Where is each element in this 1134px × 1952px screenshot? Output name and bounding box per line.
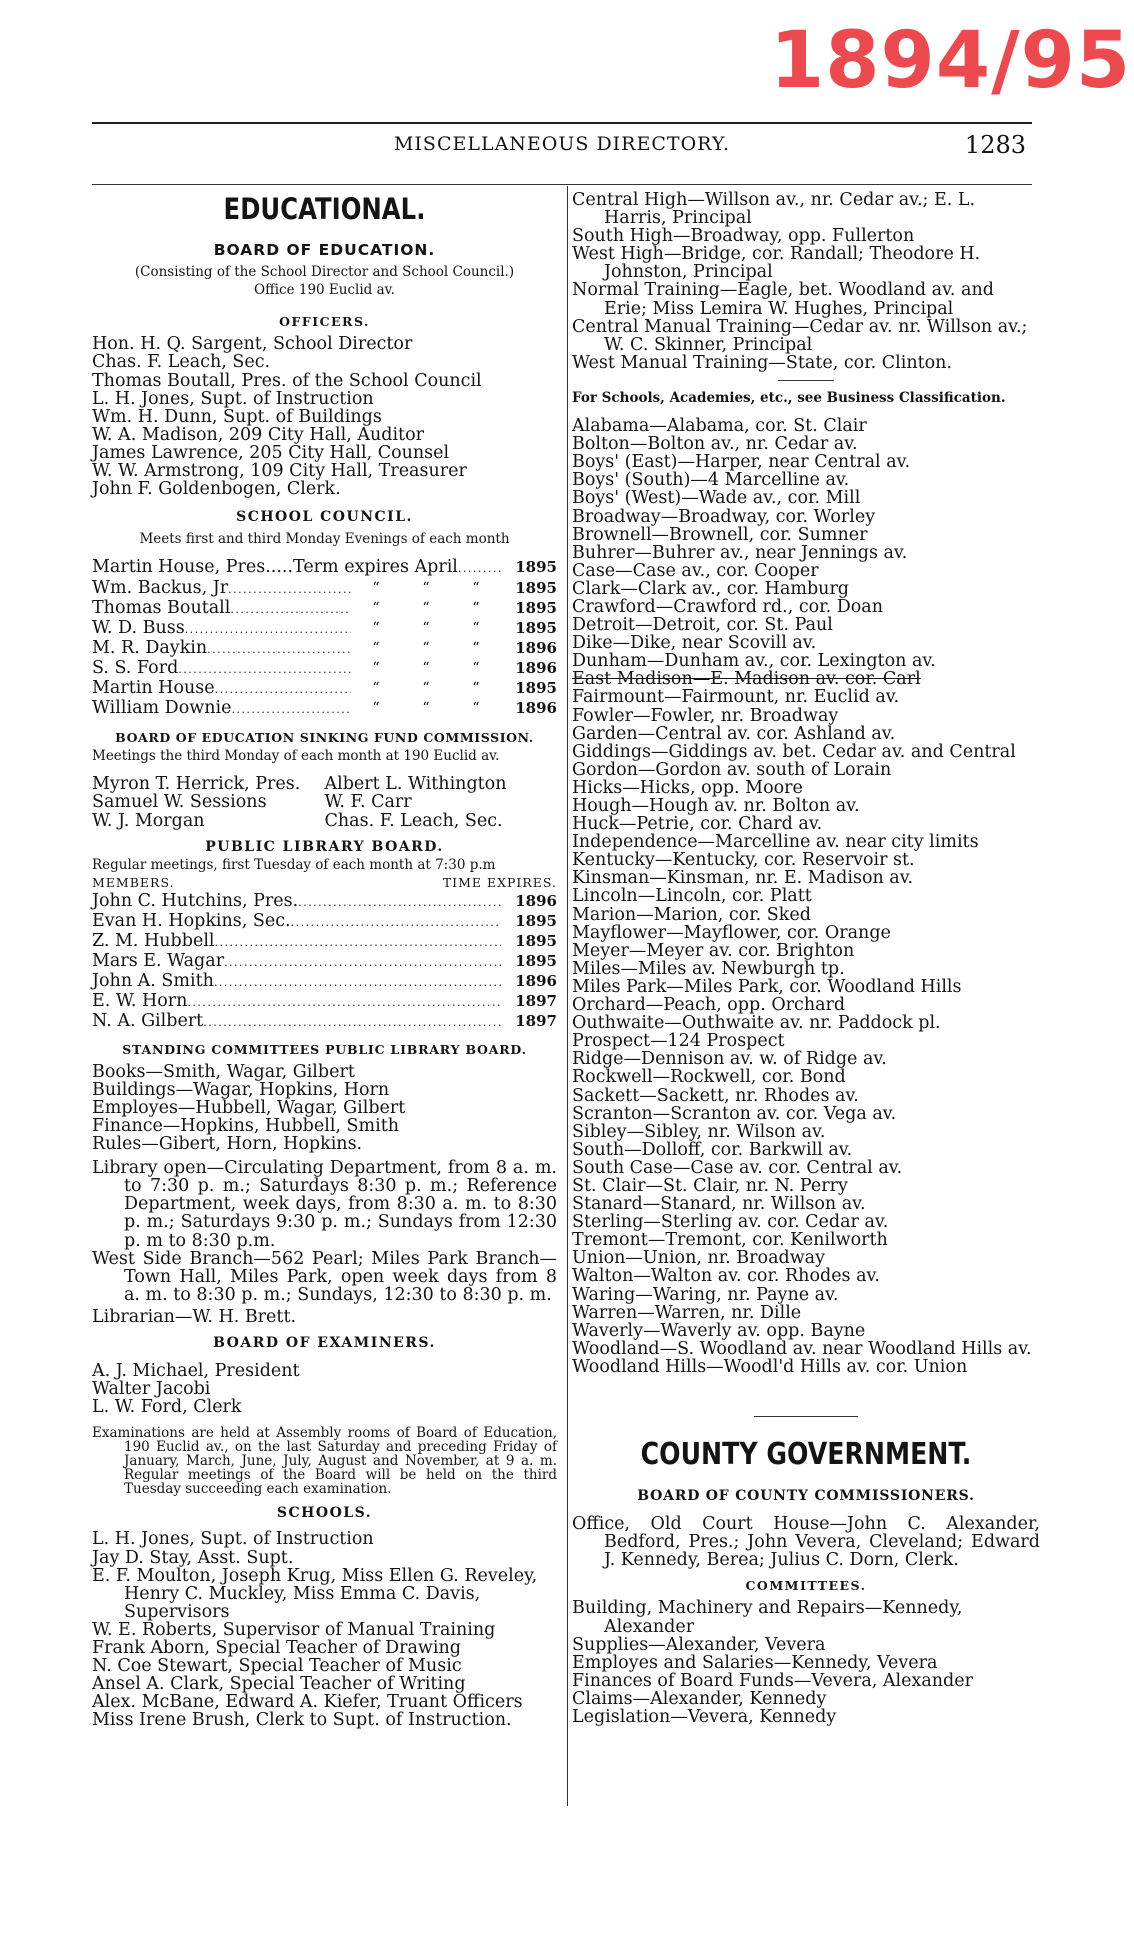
county-commissioners-heading: BOARD OF COUNTY COMMISSIONERS. <box>637 1488 975 1504</box>
librarian: Librarian—W. H. Brett. <box>92 1306 297 1327</box>
council-member-year: 1895 <box>515 578 557 597</box>
officer-line: Thomas Boutall, Pres. of the School Council <box>92 370 482 391</box>
library-member-year: 1897 <box>515 1012 557 1031</box>
library-member-year: 1897 <box>515 992 557 1011</box>
sinking-fund-heading: BOARD OF EDUCATION SINKING FUND COMMISSION. <box>115 730 534 746</box>
library-member <box>92 892 557 912</box>
school-entry: Dike—Dike, near Scovill av. <box>572 633 817 654</box>
schools-staff-line: Jay D. Stay, Asst. Supt. <box>92 1547 294 1568</box>
ditto-mark: “ <box>372 700 380 717</box>
running-head-title: MISCELLANEOUS DIRECTORY. <box>393 133 731 155</box>
county-office: Office, Old Court House—John C. Alexander, Bedford, Pres.; John Vevera, Cleveland; Edward J. Kennedy, Berea; Julius C. Dorn, Clerk. <box>572 1514 1040 1571</box>
sinking-row <box>92 812 557 830</box>
library-member <box>92 1012 557 1032</box>
council-member-leader <box>185 619 351 639</box>
school-entry: Detroit—Detroit, cor. St. Paul <box>572 615 833 636</box>
council-term: Term expires April <box>293 557 458 578</box>
examiners-list <box>92 1362 557 1416</box>
county-government-title: COUNTY GOVERNMENT. <box>640 1437 972 1472</box>
column-divider <box>567 186 568 1806</box>
schools-staff-line: E. F. Moulton, Joseph Krug, Miss Ellen G. Reveley, Henry C. Muckley, Miss Emma C. Davis, Supervisors <box>92 1565 538 1622</box>
county-committee: Employes and Salaries—Kennedy, Vevera <box>572 1652 938 1673</box>
schools-staff-line: Alex. McBane, Edward A. Kiefer, Truant Officers <box>92 1692 523 1713</box>
library-member-name: John C. Hutchins, Pres. <box>92 890 299 911</box>
council-member <box>92 599 557 619</box>
ditto-mark: “ <box>472 679 480 696</box>
ditto-mark: “ <box>472 659 480 676</box>
council-member-name: William Downie <box>92 698 232 719</box>
sinking-member: Albert L. Withington <box>324 774 507 795</box>
library-member-leader <box>291 912 501 932</box>
library-member-year: 1896 <box>515 972 557 991</box>
library-committee: Buildings—Wagar, Hopkins, Horn <box>92 1079 390 1100</box>
council-member-name: W. D. Buss <box>92 617 185 638</box>
library-committees-heading: STANDING COMMITTEES PUBLIC LIBRARY BOARD. <box>122 1041 527 1057</box>
ditto-mark: “ <box>472 619 480 636</box>
school-entry: Clark—Clark av., cor. Hamburg <box>572 578 850 599</box>
council-member-leader <box>230 599 351 619</box>
officer-line: Wm. H. Dunn, Supt. of Buildings <box>92 406 382 427</box>
school-entry: Case—Case av., cor. Cooper <box>572 560 819 581</box>
council-member-name: Thomas Boutall <box>92 597 231 618</box>
school-entry: Prospect—124 Prospect <box>572 1031 785 1052</box>
library-member-year: 1895 <box>515 912 557 930</box>
library-member-leader <box>224 952 501 972</box>
ditto-mark: “ <box>422 619 430 636</box>
time-expires-label: TIME EXPIRES. <box>442 874 557 890</box>
council-member-name: S. S. Ford <box>92 657 179 678</box>
school-council-heading: SCHOOL COUNCIL. <box>236 509 413 526</box>
board-office: Office 190 Euclid av. <box>254 282 395 299</box>
library-committee: Rules—Gibert, Horn, Hopkins. <box>92 1134 363 1155</box>
council-member <box>92 639 557 659</box>
right-column <box>572 191 1040 1726</box>
school-entry: Woodland Hills—Woodl'd Hills av. cor. Union <box>572 1356 968 1377</box>
ditto-mark: “ <box>422 579 430 596</box>
page-number: 1283 <box>964 131 1026 159</box>
county-committee: Legislation—Vevera, Kennedy <box>572 1707 837 1728</box>
ditto-mark: “ <box>472 639 480 656</box>
library-committee: Employes—Hubbell, Wagar, Gilbert <box>92 1097 406 1118</box>
officer-line: L. H. Jones, Supt. of Instruction <box>92 388 374 409</box>
council-member-year: 1896 <box>515 638 557 657</box>
council-member-leader <box>228 579 351 599</box>
schools-staff-line: L. H. Jones, Supt. of Instruction <box>92 1529 374 1550</box>
library-member-leader <box>203 1012 501 1032</box>
library-member-name: Z. M. Hubbell <box>92 931 215 952</box>
council-member-year: 1895 <box>515 598 557 617</box>
library-member-leader <box>187 992 501 1012</box>
left-column <box>92 191 557 1729</box>
ditto-mark: “ <box>372 639 380 656</box>
school-entry: Bolton—Bolton av., nr. Cedar av. <box>572 434 858 455</box>
ditto-mark: “ <box>422 599 430 616</box>
sinking-member: Chas. F. Leach, Sec. <box>324 810 503 831</box>
school-entry: Miles—Miles av. Newburgh tp. <box>572 958 845 979</box>
school-entry: Hough—Hough av. nr. Bolton av. <box>572 796 860 816</box>
school-entry: Kentucky—Kentucky, cor. Reservoir st. <box>572 850 915 871</box>
school-entry: Boys' (South)—4 Marcelline av. <box>572 470 850 491</box>
council-year: 1895 <box>515 558 557 577</box>
library-member <box>92 972 557 992</box>
council-member-leader <box>215 679 351 699</box>
library-members-header <box>92 874 557 892</box>
county-committee: Finances of Board Funds—Vevera, Alexander <box>572 1670 973 1691</box>
council-member-leader <box>178 659 351 679</box>
officers-list <box>92 335 557 498</box>
county-committees-heading: COMMITTEES. <box>745 1578 867 1594</box>
council-member-year: 1895 <box>515 618 557 637</box>
high-school: Central High—Willson av., nr. Cedar av.; E. L. Harris, Principal <box>572 190 976 229</box>
high-schools-list <box>572 191 1040 372</box>
school-entry: Hicks—Hicks, opp. Moore <box>572 777 803 798</box>
schools-staff-line: Miss Irene Brush, Clerk to Supt. of Instruction. <box>92 1710 512 1731</box>
school-entry: Scranton—Scranton av. cor. Vega av. <box>572 1103 897 1124</box>
ditto-mark: “ <box>472 579 480 596</box>
schools-staff-line: N. Coe Stewart, Special Teacher of Music <box>92 1656 462 1677</box>
council-member-name: Martin House <box>92 677 215 698</box>
school-entry: St. Clair—St. Clair, nr. N. Perry <box>572 1175 848 1196</box>
sinking-member: Myron T. Herrick, Pres. <box>92 774 301 795</box>
school-entry: Dunham—Dunham av., cor. Lexington av. <box>572 651 936 672</box>
ditto-mark: “ <box>472 700 480 717</box>
year-stamp: 1894/95 <box>770 16 1132 106</box>
ditto-mark: “ <box>372 679 380 696</box>
officers-heading: OFFICERS. <box>279 314 370 330</box>
library-member <box>92 932 557 952</box>
ditto-mark: “ <box>372 659 380 676</box>
county-committees <box>572 1599 1040 1726</box>
schools-staff <box>92 1530 557 1729</box>
council-member-name: Wm. Backus, Jr <box>92 577 229 598</box>
school-entry: Lincoln—Lincoln, cor. Platt <box>572 886 812 907</box>
library-member-year: 1895 <box>515 932 557 951</box>
sinking-member: Samuel W. Sessions <box>92 792 267 813</box>
school-entry: Fairmount—Fairmount, nr. Euclid av. <box>572 687 900 708</box>
school-entry: Union—Union, nr. Broadway <box>572 1248 826 1269</box>
ditto-mark: “ <box>422 700 430 717</box>
school-entry: Tremont—Tremont, cor. Kenilworth <box>572 1230 888 1251</box>
school-entry: South Case—Case av. cor. Central av. <box>572 1157 903 1178</box>
high-school: Central Manual Training—Cedar av. nr. Willson av.; W. C. Skinner, Principal <box>572 316 1028 355</box>
library-member <box>92 912 557 932</box>
ditto-mark: “ <box>422 659 430 676</box>
classification-note: For Schools, Academies, etc., see Business Classification. <box>572 389 1006 406</box>
council-member <box>92 699 557 719</box>
council-member <box>92 659 557 679</box>
running-head <box>92 131 1032 159</box>
school-entry: Buhrer—Buhrer av., near Jennings av. <box>572 542 908 563</box>
school-entry: Sackett—Sackett, nr. Rhodes av. <box>572 1085 859 1106</box>
sinking-row <box>92 793 557 811</box>
library-open-hours: Library open—Circulating Department, from 8 a. m. to 7:30 p. m.; Saturdays 8:30 p. m.; Reference Department, week days, from 8:30 a. m. to 8:30 p. m.; Saturdays 9:30 p. m.; Sundays from 12:30 p. m to 8:30 p.m. <box>92 1158 557 1251</box>
council-member-leader <box>231 699 351 719</box>
school-entry: Independence—Marcelline av. near city limits <box>572 832 979 853</box>
library-committees <box>92 1063 557 1153</box>
school-entry: Broadway—Broadway, cor. Worley <box>572 506 876 527</box>
county-committee: Building, Machinery and Repairs—Kennedy, Alexander <box>572 1598 963 1637</box>
council-member-leader <box>207 639 351 659</box>
public-library-heading: PUBLIC LIBRARY BOARD. <box>205 838 444 855</box>
school-entry: Sterling—Sterling av. cor. Cedar av. <box>572 1212 889 1233</box>
library-member <box>92 952 557 972</box>
ditto-mark: “ <box>372 619 380 636</box>
library-member <box>92 992 557 1012</box>
ditto-mark: “ <box>422 639 430 656</box>
school-entry: Gordon—Gordon av. south of Lorain <box>572 759 892 780</box>
board-note: (Consisting of the School Director and School Council.) <box>134 264 515 281</box>
school-entry: Woodland—S. Woodland av. near Woodland Hills av. <box>572 1338 1032 1359</box>
officer-line: James Lawrence, 205 City Hall, Counsel <box>92 442 450 463</box>
library-member-name: Mars E. Wagar <box>92 951 225 972</box>
officer-line: Chas. F. Leach, Sec. <box>92 352 271 373</box>
council-member-year: 1896 <box>515 699 557 718</box>
library-member-year: 1896 <box>515 891 557 910</box>
school-entry: Mayflower—Mayflower, cor. Orange <box>572 922 891 943</box>
high-school: West Manual Training—State, cor. Clinton. <box>572 352 953 373</box>
school-entry: Crawford—Crawford rd., cor. Doan <box>572 596 883 617</box>
board-of-education-heading: BOARD OF EDUCATION. <box>213 241 436 259</box>
library-member-name: Evan H. Hopkins, Sec. <box>92 911 291 931</box>
school-entry: Huck—Petrie, cor. Chard av. <box>572 814 823 835</box>
officer-line: W. A. Madison, 209 City Hall, Auditor <box>92 424 424 445</box>
library-member-name: N. A. Gilbert <box>92 1011 204 1032</box>
school-entry: Fowler—Fowler, nr. Broadway <box>572 705 839 726</box>
high-school: Normal Training—Eagle, bet. Woodland av. and Erie; Miss Lemira W. Hughes, Principal <box>572 280 994 319</box>
ditto-mark: “ <box>372 599 380 616</box>
school-entry: Miles Park—Miles Park, cor. Woodland Hills <box>572 976 962 997</box>
top-rule <box>92 122 1032 124</box>
school-entry: Waverly—Waverly av. opp. Bayne <box>572 1320 866 1341</box>
schools-staff-line: W. E. Roberts, Supervisor of Manual Training <box>92 1619 496 1640</box>
sinking-fund-meets: Meetings the third Monday of each month at 190 Euclid av. <box>92 748 500 765</box>
sinking-fund-members <box>92 775 557 829</box>
school-entry: Outhwaite—Outhwaite av. nr. Paddock pl. <box>572 1013 941 1034</box>
members-label: MEMBERS. <box>92 874 175 890</box>
schools-staff-line: Frank Aborn, Special Teacher of Drawing <box>92 1638 461 1658</box>
school-entry: Ridge—Dennison av. w. of Ridge av. <box>572 1049 887 1070</box>
school-entry: Orchard—Peach, opp. Orchard <box>572 995 846 1016</box>
library-members <box>92 892 557 1033</box>
school-entry: Boys' (East)—Harper, near Central av. <box>572 452 911 473</box>
library-member-year: 1895 <box>515 952 557 971</box>
school-entry: Rockwell—Rockwell, cor. Bond <box>572 1067 846 1088</box>
library-member-name: E. W. Horn <box>92 991 188 1012</box>
sinking-member: W. J. Morgan <box>92 810 205 831</box>
county-committee: Claims—Alexander, Kennedy <box>572 1688 827 1709</box>
board-of-examiners-heading: BOARD OF EXAMINERS. <box>213 1334 436 1351</box>
school-entry: Waring—Waring, nr. Payne av. <box>572 1284 839 1305</box>
school-list <box>572 417 1040 1376</box>
school-entry: Brownell—Brownell, cor. Sumner <box>572 524 868 545</box>
header-rule <box>92 184 1032 185</box>
ditto-mark: “ <box>422 679 430 696</box>
school-entry: East Madison—E. Madison av. cor. Carl <box>572 669 921 690</box>
library-member-name: John A. Smith <box>92 971 214 992</box>
council-member-name: M. R. Daykin <box>92 637 208 658</box>
library-committee: Finance—Hopkins, Hubbell, Smith <box>92 1115 400 1136</box>
examiner: A. J. Michael, President <box>92 1361 300 1382</box>
school-entry: Garden—Central av. cor. Ashland av. <box>572 723 896 744</box>
library-member-leader <box>298 892 501 912</box>
library-member-leader <box>214 972 501 992</box>
schools-heading: SCHOOLS. <box>276 1505 373 1522</box>
school-entry: Sibley—Sibley, nr. Wilson av. <box>572 1121 826 1142</box>
high-school: West High—Bridge, cor. Randall; Theodore H. Johnston, Principal <box>572 244 981 283</box>
school-entry: Boys' (West)—Wade av., cor. Mill <box>572 488 861 509</box>
council-member-year: 1895 <box>515 678 557 697</box>
library-member-leader <box>215 932 501 952</box>
school-entry: Giddings—Giddings av. bet. Cedar av. and Central <box>572 741 1016 762</box>
council-row <box>92 558 557 578</box>
council-member <box>92 579 557 599</box>
examiner: L. W. Ford, Clerk <box>92 1397 242 1418</box>
examiner: Walter Jacobi <box>92 1379 211 1400</box>
sinking-row <box>92 775 557 793</box>
council-member <box>92 619 557 639</box>
ditto-mark: “ <box>372 579 380 596</box>
school-entry: South—Dolloff, cor. Barkwill av. <box>572 1139 853 1160</box>
school-entry: Kinsman—Kinsman, nr. E. Madison av. <box>572 868 914 889</box>
west-side-branch: West Side Branch—562 Pearl; Miles Park Branch—Town Hall, Miles Park, open week days from 8 a. m. to 8:30 p. m.; Sundays, 12:30 to 8:30 p. m. <box>92 1248 557 1305</box>
library-committee: Books—Smith, Wagar, Gilbert <box>92 1061 355 1082</box>
schools-staff-line: Ansel A. Clark, Special Teacher of Writing <box>92 1674 466 1695</box>
school-entry: Warren—Warren, nr. Dille <box>572 1302 802 1323</box>
officer-line: Hon. H. Q. Sargent, School Director <box>92 334 413 355</box>
school-entry: Stanard—Stanard, nr. Willson av. <box>572 1194 866 1215</box>
examinations-note: Examinations are held at Assembly rooms of Board of Education, 190 Euclid av., on the last Saturday and preceding Friday of January, March, June, July, August and November, at 9 a. m. Regular meetings of the Board will be held on the third Tuesday succeeding each examination. <box>92 1425 557 1498</box>
sinking-member: W. F. Carr <box>324 792 412 813</box>
council-member-year: 1896 <box>515 658 557 677</box>
section-title-educational: EDUCATIONAL. <box>223 192 426 226</box>
school-entry: Meyer—Meyer av. cor. Brighton <box>572 940 855 961</box>
ditto-mark: “ <box>472 599 480 616</box>
council-list <box>92 579 557 720</box>
school-entry: Walton—Walton av. cor. Rhodes av. <box>572 1266 880 1287</box>
high-school: South High—Broadway, opp. Fullerton <box>572 226 915 247</box>
officer-line: John F. Goldenbogen, Clerk. <box>92 479 341 500</box>
council-member <box>92 679 557 699</box>
library-meets: Regular meetings, first Tuesday of each month at 7:30 p.m <box>92 856 496 873</box>
council-name: Martin House, Pres..... <box>92 557 294 578</box>
council-meets: Meets first and third Monday Evenings of each month <box>139 531 510 548</box>
school-entry: Marion—Marion, cor. Sked <box>572 904 811 925</box>
school-entry: Alabama—Alabama, cor. St. Clair <box>572 416 867 437</box>
county-committee: Supplies—Alexander, Vevera <box>572 1634 826 1655</box>
officer-line: W. W. Armstrong, 109 City Hall, Treasurer <box>92 461 467 482</box>
